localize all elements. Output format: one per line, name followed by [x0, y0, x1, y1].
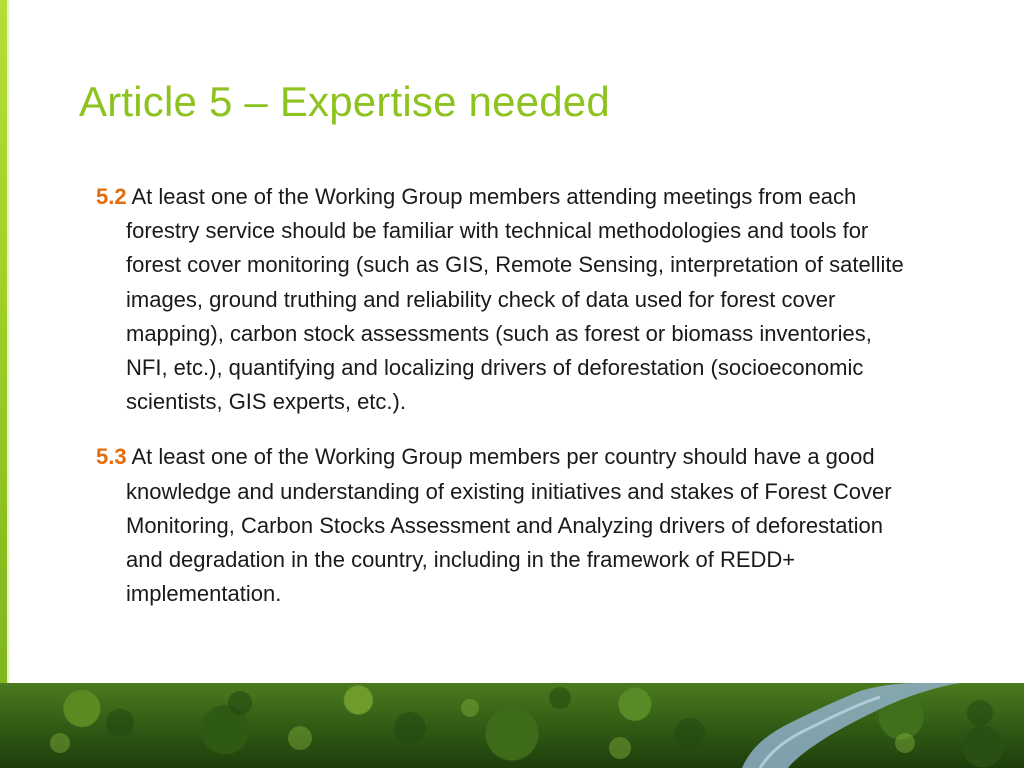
forest-canopy-image	[0, 683, 1024, 768]
slide-body	[96, 180, 906, 632]
paragraph-5-2	[96, 180, 906, 419]
paragraph-number: 5.3	[96, 444, 127, 470]
paragraph-text: At least one of the Working Group members attending meetings from each forestry service should be familiar with technical methodologies and tools for forest cover monitoring (such as GIS, Remote Sensing, interpretation of satellite images, ground truthing and reliability check of data used for forest cover mapping), carbon stock assessments (such as forest or biomass inventories, NFI, etc.), quantifying and localizing drivers of deforestation (socioeconomic scientists, GIS experts, etc.).	[126, 184, 904, 415]
paragraph-number: 5.2	[96, 184, 127, 209]
slide-title: Article 5 – Expertise needed	[79, 78, 610, 125]
paragraph-5-3	[96, 440, 906, 611]
paragraph-text: At least one of the Working Group members per country should have a good knowledge and understanding of existing initiatives and stakes of Forest Cover Monitoring, Carbon Stocks Assessment and Analyzing drivers of deforestation and degradation in the country, including in the framework of REDD+ implementation.	[126, 444, 892, 607]
river-illustration	[0, 683, 1024, 768]
left-accent-stripe	[0, 0, 9, 683]
